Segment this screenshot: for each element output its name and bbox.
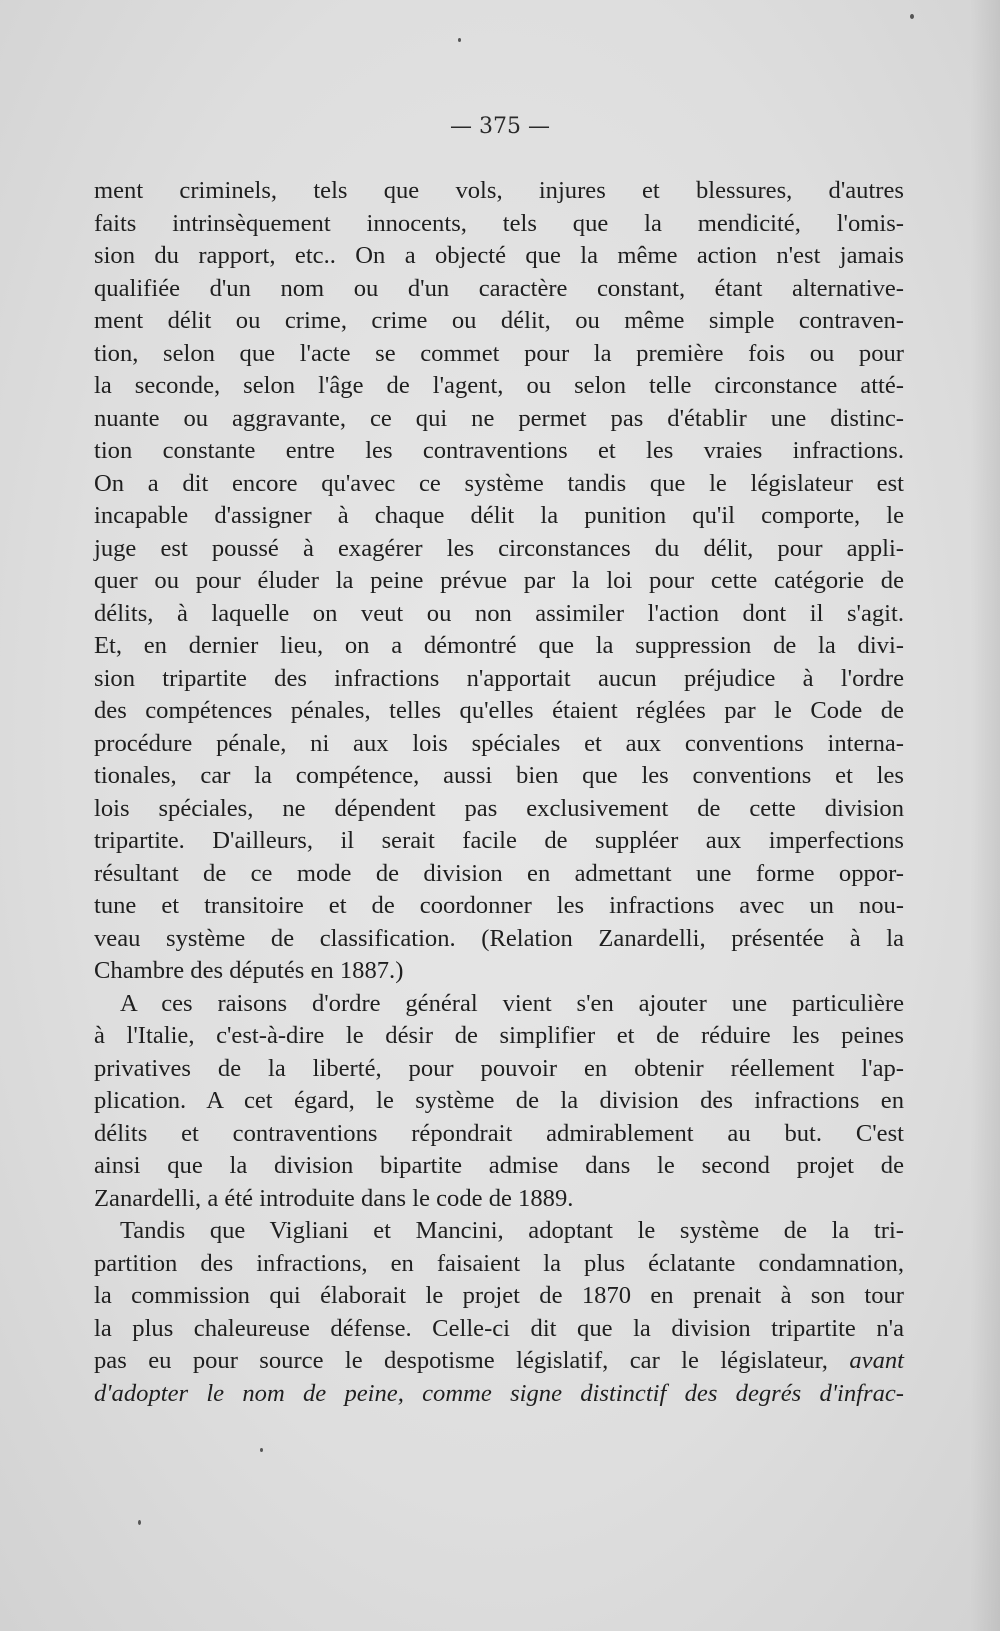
text-line: tion, selon que l'acte se commet pour la première fois ou pour xyxy=(94,339,904,367)
paragraph-start-line: Tandis que Vigliani et Mancini, adoptant le système de la tri- xyxy=(120,1217,904,1244)
text-line: partition des infractions, en faisaient la plus éclatante condamnation, xyxy=(94,1249,904,1277)
text-line: ment délit ou crime, crime ou délit, ou même simple contraven- xyxy=(94,307,904,334)
text-line: faits intrinsèquement innocents, tels que la mendicité, l'omis- xyxy=(94,209,904,237)
text-line: tion constante entre les contraventions et les vraies infractions. xyxy=(94,437,904,464)
text-line: lois spéciales, ne dépendent pas exclusivement de cette division xyxy=(94,794,904,822)
text-line: Et, en dernier lieu, on a démontré que la suppression de la divi- xyxy=(94,632,904,659)
text-line: la plus chaleureuse défense. Celle-ci dit que la division tripartite n'a xyxy=(94,1314,904,1342)
text-line: juge est poussé à exagérer les circonstances du délit, pour appli- xyxy=(94,534,904,562)
text-line: des compétences pénales, telles qu'elles étaient réglées par le Code de xyxy=(94,697,904,724)
text-line: procédure pénale, ni aux lois spéciales et aux conventions interna- xyxy=(94,729,904,757)
text-line: tripartite. D'ailleurs, il serait facile de suppléer aux imperfections xyxy=(94,827,904,854)
text-line: délits, à laquelle on veut ou non assimiler l'action dont il s'agit. xyxy=(94,599,904,627)
paper-speck xyxy=(910,14,914,19)
text-line xyxy=(94,1345,904,1378)
text-line: qualifiée d'un nom ou d'un caractère constant, étant alternative- xyxy=(94,274,904,302)
text-line: privatives de la liberté, pour pouvoir en obtenir réellement l'ap- xyxy=(94,1054,904,1082)
page-number: — 375 — xyxy=(450,114,550,139)
text-line: ment criminels, tels que vols, injures et blessures, d'autres xyxy=(94,177,904,204)
text-line: sion du rapport, etc.. On a objecté que la même action n'est jamais xyxy=(94,242,904,269)
text-line: incapable d'assigner à chaque délit la punition qu'il comporte, le xyxy=(94,502,904,529)
text-line: quer ou pour éluder la peine prévue par la loi pour cette catégorie de xyxy=(94,567,904,594)
text-line-roman: pas eu pour source le despotisme législatif, car le législateur, xyxy=(94,1347,828,1374)
text-line: tune et transitoire et de coordonner les infractions avec un nou- xyxy=(94,892,904,919)
paper-speck xyxy=(458,38,461,42)
text-line: veau système de classification. (Relation Zanardelli, présentée à la xyxy=(94,924,904,952)
text-line: la commission qui élaborait le projet de 1870 en prenait à son tour xyxy=(94,1282,904,1309)
text-line: à l'Italie, c'est-à-dire le désir de simplifier et de réduire les peines xyxy=(94,1022,904,1049)
body-text xyxy=(94,175,904,1410)
italic-text: avant xyxy=(849,1347,904,1374)
text-line: plication. A cet égard, le système de la division des infractions en xyxy=(94,1087,904,1114)
paper-speck xyxy=(260,1448,263,1452)
text-line: ainsi que la division bipartite admise dans le second projet de xyxy=(94,1152,904,1179)
paper-speck xyxy=(138,1520,141,1525)
text-line: délits et contraventions répondrait admirablement au but. C'est xyxy=(94,1119,904,1147)
paragraph-start-line: A ces raisons d'ordre général vient s'en ajouter une particulière xyxy=(120,989,904,1017)
text-line: Chambre des députés en 1887.) xyxy=(94,957,404,984)
text-line: sion tripartite des infractions n'apportait aucun préjudice à l'ordre xyxy=(94,664,904,692)
text-line: résultant de ce mode de division en admettant une forme oppor- xyxy=(94,859,904,887)
text-line: nuante ou aggravante, ce qui ne permet pas d'établir une distinc- xyxy=(94,404,904,432)
text-line: Zanardelli, a été introduite dans le code de 1889. xyxy=(94,1184,574,1212)
italic-text: d'adopter le nom de peine, comme signe distinctif des degrés d'infrac- xyxy=(94,1379,904,1407)
text-line: tionales, car la compétence, aussi bien que les conventions et les xyxy=(94,762,904,789)
text-line-italic xyxy=(94,1378,904,1411)
text-line: On a dit encore qu'avec ce système tandis que le législateur est xyxy=(94,469,904,497)
text-line: la seconde, selon l'âge de l'agent, ou selon telle circonstance atté- xyxy=(94,372,904,399)
